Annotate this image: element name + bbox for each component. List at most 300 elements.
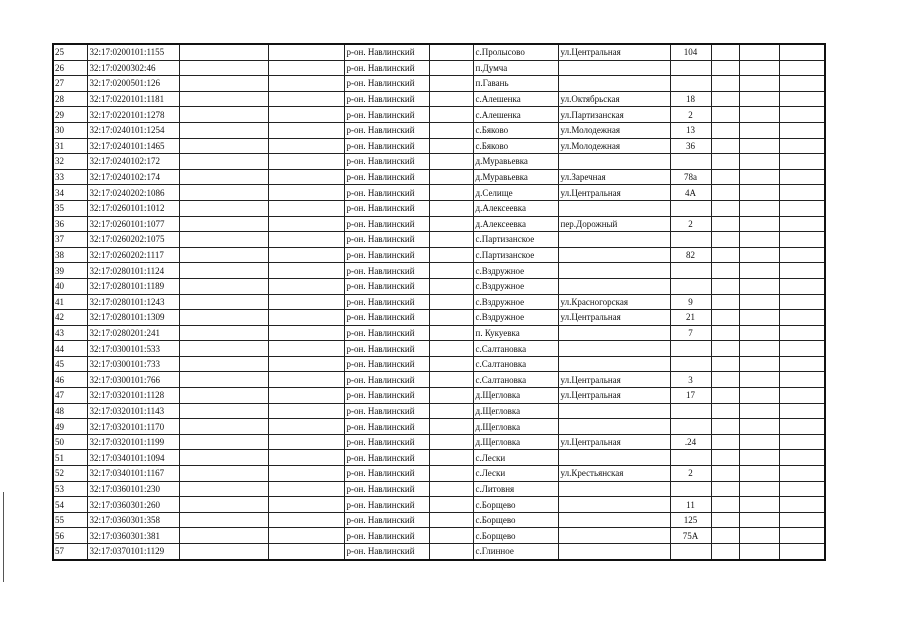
blank-cell — [739, 122, 779, 138]
blank-cell — [429, 154, 473, 170]
house-number-cell — [670, 403, 711, 419]
blank-cell — [268, 263, 344, 279]
cadastral-number-cell: 32:17:0280101:1189 — [87, 278, 179, 294]
street-cell — [558, 419, 670, 435]
district-cell: р-он. Навлинский — [344, 91, 429, 107]
house-number-cell — [670, 60, 711, 76]
row-number-cell: 29 — [53, 107, 87, 123]
row-number-cell: 31 — [53, 138, 87, 154]
blank-cell — [429, 91, 473, 107]
blank-cell — [268, 419, 344, 435]
blank-cell — [429, 403, 473, 419]
table-row — [53, 76, 825, 92]
blank-cell — [711, 497, 739, 513]
blank-cell — [779, 138, 825, 154]
settlement-cell: с.Литовня — [473, 481, 558, 497]
table-row — [53, 294, 825, 310]
district-cell: р-он. Навлинский — [344, 154, 429, 170]
house-number-cell: 4А — [670, 185, 711, 201]
settlement-cell: д.Щегловка — [473, 403, 558, 419]
blank-cell — [429, 247, 473, 263]
district-cell: р-он. Навлинский — [344, 294, 429, 310]
table-row — [53, 216, 825, 232]
blank-cell — [739, 450, 779, 466]
blank-cell — [268, 76, 344, 92]
blank-cell — [179, 388, 268, 404]
blank-cell — [179, 341, 268, 357]
blank-cell — [779, 278, 825, 294]
row-number-cell: 30 — [53, 122, 87, 138]
blank-cell — [779, 497, 825, 513]
cadastral-number-cell: 32:17:0360301:260 — [87, 497, 179, 513]
cadastral-number-cell: 32:17:0360301:381 — [87, 528, 179, 544]
blank-cell — [739, 310, 779, 326]
blank-cell — [739, 263, 779, 279]
row-number-cell: 53 — [53, 481, 87, 497]
blank-cell — [779, 154, 825, 170]
blank-cell — [179, 263, 268, 279]
blank-cell — [268, 294, 344, 310]
table-row — [53, 60, 825, 76]
street-cell — [558, 450, 670, 466]
blank-cell — [739, 388, 779, 404]
table-row — [53, 310, 825, 326]
district-cell: р-он. Навлинский — [344, 544, 429, 560]
street-cell — [558, 154, 670, 170]
blank-cell — [711, 76, 739, 92]
house-number-cell: 104 — [670, 44, 711, 60]
blank-cell — [429, 466, 473, 482]
blank-cell — [739, 481, 779, 497]
district-cell: р-он. Навлинский — [344, 169, 429, 185]
blank-cell — [268, 91, 344, 107]
blank-cell — [711, 466, 739, 482]
table-row — [53, 434, 825, 450]
blank-cell — [779, 200, 825, 216]
blank-cell — [179, 154, 268, 170]
cadastral-number-cell: 32:17:0220101:1278 — [87, 107, 179, 123]
blank-cell — [739, 107, 779, 123]
settlement-cell: с.Глинное — [473, 544, 558, 560]
blank-cell — [739, 528, 779, 544]
street-cell — [558, 512, 670, 528]
house-number-cell: 125 — [670, 512, 711, 528]
blank-cell — [429, 60, 473, 76]
blank-cell — [179, 497, 268, 513]
blank-cell — [268, 60, 344, 76]
blank-cell — [711, 481, 739, 497]
blank-cell — [429, 294, 473, 310]
row-number-cell: 55 — [53, 512, 87, 528]
table-row — [53, 450, 825, 466]
street-cell — [558, 544, 670, 560]
blank-cell — [739, 169, 779, 185]
blank-cell — [429, 122, 473, 138]
blank-cell — [429, 356, 473, 372]
house-number-cell — [670, 76, 711, 92]
table-row — [53, 341, 825, 357]
cadastral-number-cell: 32:17:0280201:241 — [87, 325, 179, 341]
blank-cell — [739, 60, 779, 76]
blank-cell — [739, 512, 779, 528]
street-cell: пер.Дорожный — [558, 216, 670, 232]
street-cell — [558, 60, 670, 76]
blank-cell — [429, 497, 473, 513]
street-cell — [558, 528, 670, 544]
row-number-cell: 41 — [53, 294, 87, 310]
blank-cell — [179, 76, 268, 92]
row-number-cell: 50 — [53, 434, 87, 450]
settlement-cell: д.Селище — [473, 185, 558, 201]
blank-cell — [711, 512, 739, 528]
district-cell: р-он. Навлинский — [344, 278, 429, 294]
blank-cell — [429, 76, 473, 92]
district-cell: р-он. Навлинский — [344, 263, 429, 279]
district-cell: р-он. Навлинский — [344, 466, 429, 482]
blank-cell — [179, 122, 268, 138]
blank-cell — [779, 44, 825, 60]
blank-cell — [179, 544, 268, 560]
house-number-cell: 2 — [670, 107, 711, 123]
street-cell — [558, 247, 670, 263]
row-number-cell: 27 — [53, 76, 87, 92]
blank-cell — [739, 403, 779, 419]
district-cell: р-он. Навлинский — [344, 497, 429, 513]
blank-cell — [779, 232, 825, 248]
blank-cell — [779, 388, 825, 404]
street-cell: ул.Центральная — [558, 310, 670, 326]
district-cell: р-он. Навлинский — [344, 122, 429, 138]
blank-cell — [179, 481, 268, 497]
table-row — [53, 247, 825, 263]
blank-cell — [268, 388, 344, 404]
blank-cell — [739, 341, 779, 357]
settlement-cell: с.Салтановка — [473, 341, 558, 357]
cadastral-number-cell: 32:17:0300101:733 — [87, 356, 179, 372]
settlement-cell: с.Салтановка — [473, 372, 558, 388]
scan-edge-mark — [3, 492, 4, 582]
table-row — [53, 154, 825, 170]
district-cell: р-он. Навлинский — [344, 185, 429, 201]
street-cell: ул.Центральная — [558, 388, 670, 404]
blank-cell — [429, 169, 473, 185]
cadastral-number-cell: 32:17:0200501:126 — [87, 76, 179, 92]
blank-cell — [739, 294, 779, 310]
blank-cell — [179, 278, 268, 294]
blank-cell — [711, 278, 739, 294]
blank-cell — [779, 528, 825, 544]
table-row — [53, 325, 825, 341]
cadastral-number-cell: 32:17:0320101:1143 — [87, 403, 179, 419]
row-number-cell: 44 — [53, 341, 87, 357]
blank-cell — [179, 372, 268, 388]
house-number-cell: 75А — [670, 528, 711, 544]
cadastral-number-cell: 32:17:0240202:1086 — [87, 185, 179, 201]
row-number-cell: 35 — [53, 200, 87, 216]
cadastral-number-cell: 32:17:0200101:1155 — [87, 44, 179, 60]
cadastral-number-cell: 32:17:0360301:358 — [87, 512, 179, 528]
house-number-cell — [670, 544, 711, 560]
blank-cell — [739, 325, 779, 341]
street-cell — [558, 403, 670, 419]
blank-cell — [429, 388, 473, 404]
blank-cell — [179, 60, 268, 76]
house-number-cell — [670, 154, 711, 170]
blank-cell — [711, 44, 739, 60]
district-cell: р-он. Навлинский — [344, 528, 429, 544]
settlement-cell: д.Алексеевка — [473, 200, 558, 216]
table-row — [53, 44, 825, 60]
house-number-cell — [670, 341, 711, 357]
settlement-cell: с.Вздружное — [473, 278, 558, 294]
district-cell: р-он. Навлинский — [344, 434, 429, 450]
blank-cell — [779, 450, 825, 466]
settlement-cell: п.Думча — [473, 60, 558, 76]
row-number-cell: 32 — [53, 154, 87, 170]
street-cell: ул.Молодежная — [558, 138, 670, 154]
street-cell — [558, 481, 670, 497]
blank-cell — [779, 107, 825, 123]
house-number-cell: .24 — [670, 434, 711, 450]
blank-cell — [779, 310, 825, 326]
blank-cell — [739, 434, 779, 450]
blank-cell — [268, 512, 344, 528]
row-number-cell: 39 — [53, 263, 87, 279]
blank-cell — [179, 216, 268, 232]
blank-cell — [779, 356, 825, 372]
table-row — [53, 388, 825, 404]
settlement-cell: д.Муравьевка — [473, 154, 558, 170]
district-cell: р-он. Навлинский — [344, 372, 429, 388]
house-number-cell: 2 — [670, 466, 711, 482]
settlement-cell: с.Борщево — [473, 512, 558, 528]
settlement-cell: с.Алешенка — [473, 91, 558, 107]
table-row — [53, 497, 825, 513]
row-number-cell: 25 — [53, 44, 87, 60]
blank-cell — [179, 107, 268, 123]
cadastral-number-cell: 32:17:0300101:533 — [87, 341, 179, 357]
street-cell — [558, 278, 670, 294]
house-number-cell — [670, 356, 711, 372]
settlement-cell: с.Вздружное — [473, 294, 558, 310]
blank-cell — [739, 356, 779, 372]
blank-cell — [429, 216, 473, 232]
blank-cell — [711, 450, 739, 466]
settlement-cell: д.Алексеевка — [473, 216, 558, 232]
table-row — [53, 122, 825, 138]
street-cell — [558, 497, 670, 513]
table-row — [53, 403, 825, 419]
blank-cell — [268, 544, 344, 560]
district-cell: р-он. Навлинский — [344, 138, 429, 154]
table-row — [53, 91, 825, 107]
district-cell: р-он. Навлинский — [344, 512, 429, 528]
blank-cell — [268, 232, 344, 248]
blank-cell — [429, 528, 473, 544]
cadastral-number-cell: 32:17:0300101:766 — [87, 372, 179, 388]
cadastral-number-cell: 32:17:0260101:1012 — [87, 200, 179, 216]
blank-cell — [739, 278, 779, 294]
blank-cell — [179, 403, 268, 419]
row-number-cell: 57 — [53, 544, 87, 560]
settlement-cell: д.Щегловка — [473, 388, 558, 404]
cadastral-number-cell: 32:17:0260202:1075 — [87, 232, 179, 248]
district-cell: р-он. Навлинский — [344, 450, 429, 466]
row-number-cell: 48 — [53, 403, 87, 419]
table-row — [53, 138, 825, 154]
settlement-cell: д.Щегловка — [473, 419, 558, 435]
table-row — [53, 372, 825, 388]
blank-cell — [179, 434, 268, 450]
blank-cell — [179, 310, 268, 326]
district-cell: р-он. Навлинский — [344, 356, 429, 372]
blank-cell — [429, 544, 473, 560]
blank-cell — [268, 122, 344, 138]
row-number-cell: 28 — [53, 91, 87, 107]
blank-cell — [711, 356, 739, 372]
house-number-cell: 82 — [670, 247, 711, 263]
blank-cell — [739, 91, 779, 107]
settlement-cell: с.Партизанское — [473, 232, 558, 248]
blank-cell — [429, 200, 473, 216]
blank-cell — [711, 154, 739, 170]
blank-cell — [779, 122, 825, 138]
blank-cell — [739, 200, 779, 216]
table-row — [53, 528, 825, 544]
blank-cell — [739, 466, 779, 482]
cadastral-number-cell: 32:17:0240102:172 — [87, 154, 179, 170]
house-number-cell: 3 — [670, 372, 711, 388]
blank-cell — [739, 232, 779, 248]
blank-cell — [739, 216, 779, 232]
cadastral-number-cell: 32:17:0370101:1129 — [87, 544, 179, 560]
blank-cell — [779, 185, 825, 201]
settlement-cell: с.Алешенка — [473, 107, 558, 123]
blank-cell — [711, 200, 739, 216]
blank-cell — [779, 341, 825, 357]
blank-cell — [268, 185, 344, 201]
blank-cell — [711, 263, 739, 279]
table-row — [53, 481, 825, 497]
blank-cell — [179, 91, 268, 107]
district-cell: р-он. Навлинский — [344, 325, 429, 341]
row-number-cell: 26 — [53, 60, 87, 76]
street-cell — [558, 356, 670, 372]
row-number-cell: 34 — [53, 185, 87, 201]
cadastral-number-cell: 32:17:0260202:1117 — [87, 247, 179, 263]
blank-cell — [429, 107, 473, 123]
blank-cell — [711, 325, 739, 341]
settlement-cell: с.Бяково — [473, 138, 558, 154]
blank-cell — [429, 185, 473, 201]
blank-cell — [779, 325, 825, 341]
blank-cell — [779, 294, 825, 310]
row-number-cell: 43 — [53, 325, 87, 341]
settlement-cell: с.Бяково — [473, 122, 558, 138]
settlement-cell: с.Пролысово — [473, 44, 558, 60]
blank-cell — [779, 60, 825, 76]
blank-cell — [268, 372, 344, 388]
settlement-cell: д.Муравьевка — [473, 169, 558, 185]
blank-cell — [268, 216, 344, 232]
blank-cell — [268, 169, 344, 185]
blank-cell — [711, 434, 739, 450]
house-number-cell: 11 — [670, 497, 711, 513]
blank-cell — [179, 294, 268, 310]
house-number-cell: 2 — [670, 216, 711, 232]
blank-cell — [179, 232, 268, 248]
cadastral-number-cell: 32:17:0320101:1199 — [87, 434, 179, 450]
row-number-cell: 38 — [53, 247, 87, 263]
street-cell: ул.Заречная — [558, 169, 670, 185]
row-number-cell: 36 — [53, 216, 87, 232]
blank-cell — [179, 528, 268, 544]
blank-cell — [429, 44, 473, 60]
cadastral-number-cell: 32:17:0240102:174 — [87, 169, 179, 185]
blank-cell — [711, 122, 739, 138]
settlement-cell: с.Вздружное — [473, 263, 558, 279]
district-cell: р-он. Навлинский — [344, 60, 429, 76]
street-cell: ул.Октябрьская — [558, 91, 670, 107]
blank-cell — [268, 450, 344, 466]
blank-cell — [179, 356, 268, 372]
row-number-cell: 51 — [53, 450, 87, 466]
blank-cell — [779, 216, 825, 232]
blank-cell — [739, 185, 779, 201]
blank-cell — [179, 466, 268, 482]
blank-cell — [268, 107, 344, 123]
settlement-cell: с.Борщево — [473, 528, 558, 544]
blank-cell — [429, 341, 473, 357]
street-cell — [558, 232, 670, 248]
blank-cell — [429, 512, 473, 528]
blank-cell — [739, 419, 779, 435]
blank-cell — [711, 294, 739, 310]
blank-cell — [739, 372, 779, 388]
blank-cell — [711, 169, 739, 185]
blank-cell — [268, 44, 344, 60]
street-cell — [558, 76, 670, 92]
street-cell: ул.Центральная — [558, 372, 670, 388]
blank-cell — [268, 356, 344, 372]
blank-cell — [711, 310, 739, 326]
blank-cell — [779, 76, 825, 92]
table-row — [53, 419, 825, 435]
blank-cell — [268, 200, 344, 216]
house-number-cell — [670, 278, 711, 294]
blank-cell — [179, 169, 268, 185]
blank-cell — [739, 76, 779, 92]
blank-cell — [429, 434, 473, 450]
blank-cell — [779, 247, 825, 263]
blank-cell — [268, 138, 344, 154]
street-cell: ул.Молодежная — [558, 122, 670, 138]
blank-cell — [711, 372, 739, 388]
street-cell — [558, 200, 670, 216]
blank-cell — [779, 512, 825, 528]
district-cell: р-он. Навлинский — [344, 403, 429, 419]
blank-cell — [179, 185, 268, 201]
blank-cell — [179, 200, 268, 216]
blank-cell — [711, 544, 739, 560]
district-cell: р-он. Навлинский — [344, 232, 429, 248]
street-cell: ул.Крестьянская — [558, 466, 670, 482]
row-number-cell: 52 — [53, 466, 87, 482]
row-number-cell: 54 — [53, 497, 87, 513]
settlement-cell: д.Щегловка — [473, 434, 558, 450]
blank-cell — [268, 341, 344, 357]
cadastral-number-cell: 32:17:0280101:1309 — [87, 310, 179, 326]
